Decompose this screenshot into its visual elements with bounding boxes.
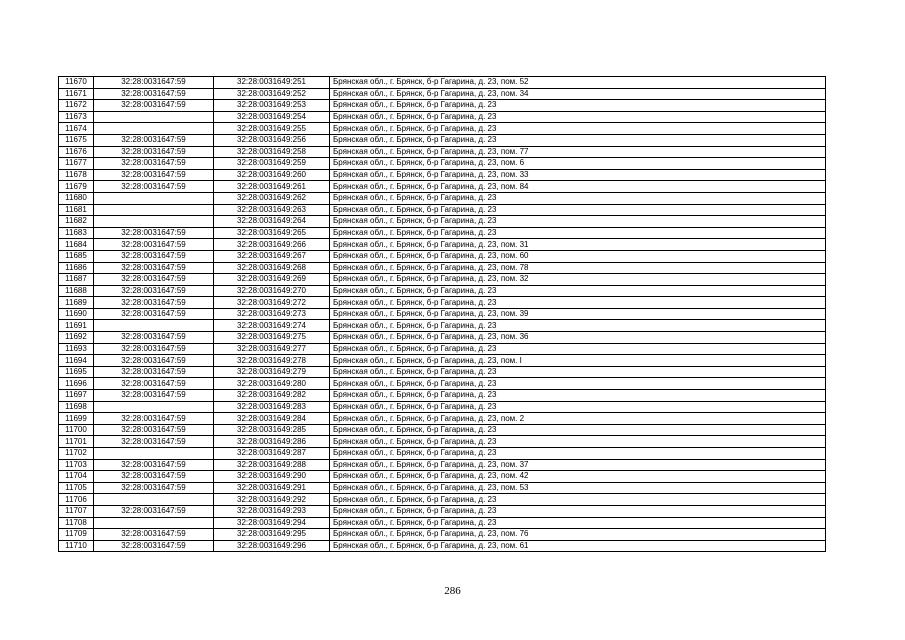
table-row	[59, 401, 826, 413]
table-row	[59, 517, 826, 529]
parent-cadastral-number-cell: 32:28:0031647:59	[94, 134, 214, 146]
table-row	[59, 482, 826, 494]
parent-cadastral-number-cell	[94, 448, 214, 460]
row-number-cell: 11680	[59, 192, 94, 204]
table-row	[59, 216, 826, 228]
cadastral-number-cell: 32:28:0031649:292	[214, 494, 330, 506]
table-row	[59, 88, 826, 100]
parent-cadastral-number-cell: 32:28:0031647:59	[94, 332, 214, 344]
parent-cadastral-number-cell: 32:28:0031647:59	[94, 540, 214, 552]
address-cell: Брянская обл., г. Брянск, б-р Гагарина, д. 23, пом. 53	[330, 482, 826, 494]
row-number-cell: 11710	[59, 540, 94, 552]
row-number-cell: 11690	[59, 308, 94, 320]
parent-cadastral-number-cell	[94, 123, 214, 135]
table-row	[59, 413, 826, 425]
parent-cadastral-number-cell: 32:28:0031647:59	[94, 146, 214, 158]
row-number-cell: 11689	[59, 297, 94, 309]
cadastral-number-cell: 32:28:0031649:259	[214, 158, 330, 170]
row-number-cell: 11701	[59, 436, 94, 448]
parent-cadastral-number-cell: 32:28:0031647:59	[94, 239, 214, 251]
parent-cadastral-number-cell: 32:28:0031647:59	[94, 529, 214, 541]
address-cell: Брянская обл., г. Брянск, б-р Гагарина, д. 23	[330, 343, 826, 355]
address-cell: Брянская обл., г. Брянск, б-р Гагарина, д. 23, пом. 33	[330, 169, 826, 181]
row-number-cell: 11688	[59, 285, 94, 297]
cadastral-number-cell: 32:28:0031649:286	[214, 436, 330, 448]
row-number-cell: 11697	[59, 390, 94, 402]
address-cell: Брянская обл., г. Брянск, б-р Гагарина, д. 23, пом. 77	[330, 146, 826, 158]
cadastral-number-cell: 32:28:0031649:251	[214, 77, 330, 89]
table-row	[59, 77, 826, 89]
parent-cadastral-number-cell: 32:28:0031647:59	[94, 274, 214, 286]
address-cell: Брянская обл., г. Брянск, б-р Гагарина, д. 23	[330, 100, 826, 112]
table-row	[59, 390, 826, 402]
cadastral-number-cell: 32:28:0031649:261	[214, 181, 330, 193]
parent-cadastral-number-cell: 32:28:0031647:59	[94, 355, 214, 367]
table-row	[59, 459, 826, 471]
row-number-cell: 11676	[59, 146, 94, 158]
address-cell: Брянская обл., г. Брянск, б-р Гагарина, д. 23, пом. 34	[330, 88, 826, 100]
cadastral-number-cell: 32:28:0031649:255	[214, 123, 330, 135]
row-number-cell: 11677	[59, 158, 94, 170]
table-row	[59, 169, 826, 181]
address-cell: Брянская обл., г. Брянск, б-р Гагарина, д. 23	[330, 448, 826, 460]
parent-cadastral-number-cell: 32:28:0031647:59	[94, 169, 214, 181]
table-row	[59, 448, 826, 460]
row-number-cell: 11671	[59, 88, 94, 100]
parent-cadastral-number-cell: 32:28:0031647:59	[94, 413, 214, 425]
row-number-cell: 11698	[59, 401, 94, 413]
registry-table-wrap	[58, 76, 825, 552]
table-row	[59, 505, 826, 517]
cadastral-number-cell: 32:28:0031649:260	[214, 169, 330, 181]
address-cell: Брянская обл., г. Брянск, б-р Гагарина, д. 23, пом. 31	[330, 239, 826, 251]
table-row	[59, 540, 826, 552]
address-cell: Брянская обл., г. Брянск, б-р Гагарина, д. 23	[330, 123, 826, 135]
table-row	[59, 239, 826, 251]
address-cell: Брянская обл., г. Брянск, б-р Гагарина, д. 23	[330, 134, 826, 146]
address-cell: Брянская обл., г. Брянск, б-р Гагарина, д. 23	[330, 517, 826, 529]
table-row	[59, 297, 826, 309]
parent-cadastral-number-cell: 32:28:0031647:59	[94, 285, 214, 297]
cadastral-number-cell: 32:28:0031649:284	[214, 413, 330, 425]
table-row	[59, 146, 826, 158]
table-row	[59, 366, 826, 378]
table-row	[59, 355, 826, 367]
row-number-cell: 11707	[59, 505, 94, 517]
table-row	[59, 192, 826, 204]
cadastral-number-cell: 32:28:0031649:278	[214, 355, 330, 367]
cadastral-number-cell: 32:28:0031649:274	[214, 320, 330, 332]
parent-cadastral-number-cell: 32:28:0031647:59	[94, 250, 214, 262]
cadastral-number-cell: 32:28:0031649:273	[214, 308, 330, 320]
address-cell: Брянская обл., г. Брянск, б-р Гагарина, д. 23	[330, 227, 826, 239]
parent-cadastral-number-cell: 32:28:0031647:59	[94, 158, 214, 170]
address-cell: Брянская обл., г. Брянск, б-р Гагарина, д. 23, пом. 36	[330, 332, 826, 344]
row-number-cell: 11704	[59, 471, 94, 483]
row-number-cell: 11681	[59, 204, 94, 216]
cadastral-number-cell: 32:28:0031649:262	[214, 192, 330, 204]
cadastral-number-cell: 32:28:0031649:295	[214, 529, 330, 541]
table-row	[59, 378, 826, 390]
address-cell: Брянская обл., г. Брянск, б-р Гагарина, д. 23	[330, 192, 826, 204]
address-cell: Брянская обл., г. Брянск, б-р Гагарина, д. 23	[330, 204, 826, 216]
parent-cadastral-number-cell: 32:28:0031647:59	[94, 390, 214, 402]
cadastral-number-cell: 32:28:0031649:291	[214, 482, 330, 494]
table-row	[59, 424, 826, 436]
address-cell: Брянская обл., г. Брянск, б-р Гагарина, д. 23	[330, 320, 826, 332]
address-cell: Брянская обл., г. Брянск, б-р Гагарина, д. 23	[330, 401, 826, 413]
page-number: 286	[444, 585, 461, 597]
cadastral-number-cell: 32:28:0031649:269	[214, 274, 330, 286]
table-row	[59, 494, 826, 506]
address-cell: Брянская обл., г. Брянск, б-р Гагарина, д. 23	[330, 390, 826, 402]
parent-cadastral-number-cell: 32:28:0031647:59	[94, 181, 214, 193]
row-number-cell: 11700	[59, 424, 94, 436]
row-number-cell: 11682	[59, 216, 94, 228]
table-row	[59, 436, 826, 448]
table-row	[59, 274, 826, 286]
cadastral-number-cell: 32:28:0031649:256	[214, 134, 330, 146]
parent-cadastral-number-cell: 32:28:0031647:59	[94, 100, 214, 112]
parent-cadastral-number-cell	[94, 401, 214, 413]
table-row	[59, 343, 826, 355]
row-number-cell: 11694	[59, 355, 94, 367]
cadastral-number-cell: 32:28:0031649:285	[214, 424, 330, 436]
address-cell: Брянская обл., г. Брянск, б-р Гагарина, д. 23, пом. 78	[330, 262, 826, 274]
parent-cadastral-number-cell: 32:28:0031647:59	[94, 227, 214, 239]
row-number-cell: 11709	[59, 529, 94, 541]
address-cell: Брянская обл., г. Брянск, б-р Гагарина, д. 23, пом. 6	[330, 158, 826, 170]
cadastral-number-cell: 32:28:0031649:264	[214, 216, 330, 228]
cadastral-number-cell: 32:28:0031649:288	[214, 459, 330, 471]
table-row	[59, 308, 826, 320]
row-number-cell: 11696	[59, 378, 94, 390]
row-number-cell: 11673	[59, 111, 94, 123]
parent-cadastral-number-cell: 32:28:0031647:59	[94, 378, 214, 390]
address-cell: Брянская обл., г. Брянск, б-р Гагарина, д. 23	[330, 216, 826, 228]
row-number-cell: 11703	[59, 459, 94, 471]
address-cell: Брянская обл., г. Брянск, б-р Гагарина, д. 23	[330, 111, 826, 123]
table-row	[59, 250, 826, 262]
cadastral-number-cell: 32:28:0031649:253	[214, 100, 330, 112]
address-cell: Брянская обл., г. Брянск, б-р Гагарина, д. 23	[330, 378, 826, 390]
cadastral-number-cell: 32:28:0031649:270	[214, 285, 330, 297]
table-row	[59, 285, 826, 297]
row-number-cell: 11693	[59, 343, 94, 355]
row-number-cell: 11705	[59, 482, 94, 494]
row-number-cell: 11678	[59, 169, 94, 181]
parent-cadastral-number-cell: 32:28:0031647:59	[94, 471, 214, 483]
table-row	[59, 227, 826, 239]
row-number-cell: 11692	[59, 332, 94, 344]
address-cell: Брянская обл., г. Брянск, б-р Гагарина, д. 23	[330, 297, 826, 309]
table-row	[59, 158, 826, 170]
parent-cadastral-number-cell: 32:28:0031647:59	[94, 366, 214, 378]
parent-cadastral-number-cell	[94, 320, 214, 332]
row-number-cell: 11683	[59, 227, 94, 239]
cadastral-number-cell: 32:28:0031649:296	[214, 540, 330, 552]
cadastral-number-cell: 32:28:0031649:293	[214, 505, 330, 517]
row-number-cell: 11695	[59, 366, 94, 378]
address-cell: Брянская обл., г. Брянск, б-р Гагарина, д. 23	[330, 505, 826, 517]
row-number-cell: 11706	[59, 494, 94, 506]
table-row	[59, 123, 826, 135]
parent-cadastral-number-cell	[94, 494, 214, 506]
row-number-cell: 11699	[59, 413, 94, 425]
table-row	[59, 529, 826, 541]
table-row	[59, 471, 826, 483]
parent-cadastral-number-cell: 32:28:0031647:59	[94, 424, 214, 436]
parent-cadastral-number-cell: 32:28:0031647:59	[94, 297, 214, 309]
row-number-cell: 11687	[59, 274, 94, 286]
cadastral-number-cell: 32:28:0031649:283	[214, 401, 330, 413]
address-cell: Брянская обл., г. Брянск, б-р Гагарина, д. 23, пом. 52	[330, 77, 826, 89]
row-number-cell: 11708	[59, 517, 94, 529]
registry-table-body	[59, 77, 826, 552]
parent-cadastral-number-cell: 32:28:0031647:59	[94, 88, 214, 100]
parent-cadastral-number-cell	[94, 204, 214, 216]
parent-cadastral-number-cell	[94, 111, 214, 123]
address-cell: Брянская обл., г. Брянск, б-р Гагарина, д. 23	[330, 366, 826, 378]
cadastral-number-cell: 32:28:0031649:254	[214, 111, 330, 123]
table-row	[59, 204, 826, 216]
cadastral-number-cell: 32:28:0031649:277	[214, 343, 330, 355]
cadastral-number-cell: 32:28:0031649:280	[214, 378, 330, 390]
cadastral-number-cell: 32:28:0031649:258	[214, 146, 330, 158]
cadastral-number-cell: 32:28:0031649:282	[214, 390, 330, 402]
row-number-cell: 11685	[59, 250, 94, 262]
cadastral-number-cell: 32:28:0031649:268	[214, 262, 330, 274]
cadastral-number-cell: 32:28:0031649:265	[214, 227, 330, 239]
table-row	[59, 134, 826, 146]
table-row	[59, 100, 826, 112]
row-number-cell: 11672	[59, 100, 94, 112]
cadastral-number-cell: 32:28:0031649:266	[214, 239, 330, 251]
parent-cadastral-number-cell	[94, 517, 214, 529]
parent-cadastral-number-cell: 32:28:0031647:59	[94, 308, 214, 320]
cadastral-number-cell: 32:28:0031649:252	[214, 88, 330, 100]
parent-cadastral-number-cell	[94, 192, 214, 204]
table-row	[59, 320, 826, 332]
address-cell: Брянская обл., г. Брянск, б-р Гагарина, д. 23, пом. 32	[330, 274, 826, 286]
registry-table	[58, 76, 826, 552]
parent-cadastral-number-cell	[94, 216, 214, 228]
row-number-cell: 11675	[59, 134, 94, 146]
address-cell: Брянская обл., г. Брянск, б-р Гагарина, д. 23, пом. 37	[330, 459, 826, 471]
cadastral-number-cell: 32:28:0031649:294	[214, 517, 330, 529]
row-number-cell: 11691	[59, 320, 94, 332]
parent-cadastral-number-cell: 32:28:0031647:59	[94, 436, 214, 448]
cadastral-number-cell: 32:28:0031649:275	[214, 332, 330, 344]
table-row	[59, 111, 826, 123]
address-cell: Брянская обл., г. Брянск, б-р Гагарина, д. 23	[330, 494, 826, 506]
row-number-cell: 11702	[59, 448, 94, 460]
parent-cadastral-number-cell: 32:28:0031647:59	[94, 262, 214, 274]
cadastral-number-cell: 32:28:0031649:279	[214, 366, 330, 378]
address-cell: Брянская обл., г. Брянск, б-р Гагарина, д. 23	[330, 424, 826, 436]
table-row	[59, 262, 826, 274]
address-cell: Брянская обл., г. Брянск, б-р Гагарина, д. 23, пом. 76	[330, 529, 826, 541]
address-cell: Брянская обл., г. Брянск, б-р Гагарина, д. 23, пом. 60	[330, 250, 826, 262]
cadastral-number-cell: 32:28:0031649:272	[214, 297, 330, 309]
cadastral-number-cell: 32:28:0031649:287	[214, 448, 330, 460]
cadastral-number-cell: 32:28:0031649:267	[214, 250, 330, 262]
address-cell: Брянская обл., г. Брянск, б-р Гагарина, д. 23, пом. 61	[330, 540, 826, 552]
parent-cadastral-number-cell: 32:28:0031647:59	[94, 505, 214, 517]
row-number-cell: 11670	[59, 77, 94, 89]
row-number-cell: 11674	[59, 123, 94, 135]
address-cell: Брянская обл., г. Брянск, б-р Гагарина, д. 23	[330, 285, 826, 297]
row-number-cell: 11679	[59, 181, 94, 193]
row-number-cell: 11684	[59, 239, 94, 251]
parent-cadastral-number-cell: 32:28:0031647:59	[94, 77, 214, 89]
table-row	[59, 181, 826, 193]
address-cell: Брянская обл., г. Брянск, б-р Гагарина, д. 23, пом. I	[330, 355, 826, 367]
address-cell: Брянская обл., г. Брянск, б-р Гагарина, д. 23, пом. 42	[330, 471, 826, 483]
address-cell: Брянская обл., г. Брянск, б-р Гагарина, д. 23, пом. 84	[330, 181, 826, 193]
cadastral-number-cell: 32:28:0031649:263	[214, 204, 330, 216]
row-number-cell: 11686	[59, 262, 94, 274]
parent-cadastral-number-cell: 32:28:0031647:59	[94, 482, 214, 494]
address-cell: Брянская обл., г. Брянск, б-р Гагарина, д. 23, пом. 39	[330, 308, 826, 320]
table-row	[59, 332, 826, 344]
parent-cadastral-number-cell: 32:28:0031647:59	[94, 343, 214, 355]
cadastral-number-cell: 32:28:0031649:290	[214, 471, 330, 483]
address-cell: Брянская обл., г. Брянск, б-р Гагарина, д. 23, пом. 2	[330, 413, 826, 425]
parent-cadastral-number-cell: 32:28:0031647:59	[94, 459, 214, 471]
address-cell: Брянская обл., г. Брянск, б-р Гагарина, д. 23	[330, 436, 826, 448]
